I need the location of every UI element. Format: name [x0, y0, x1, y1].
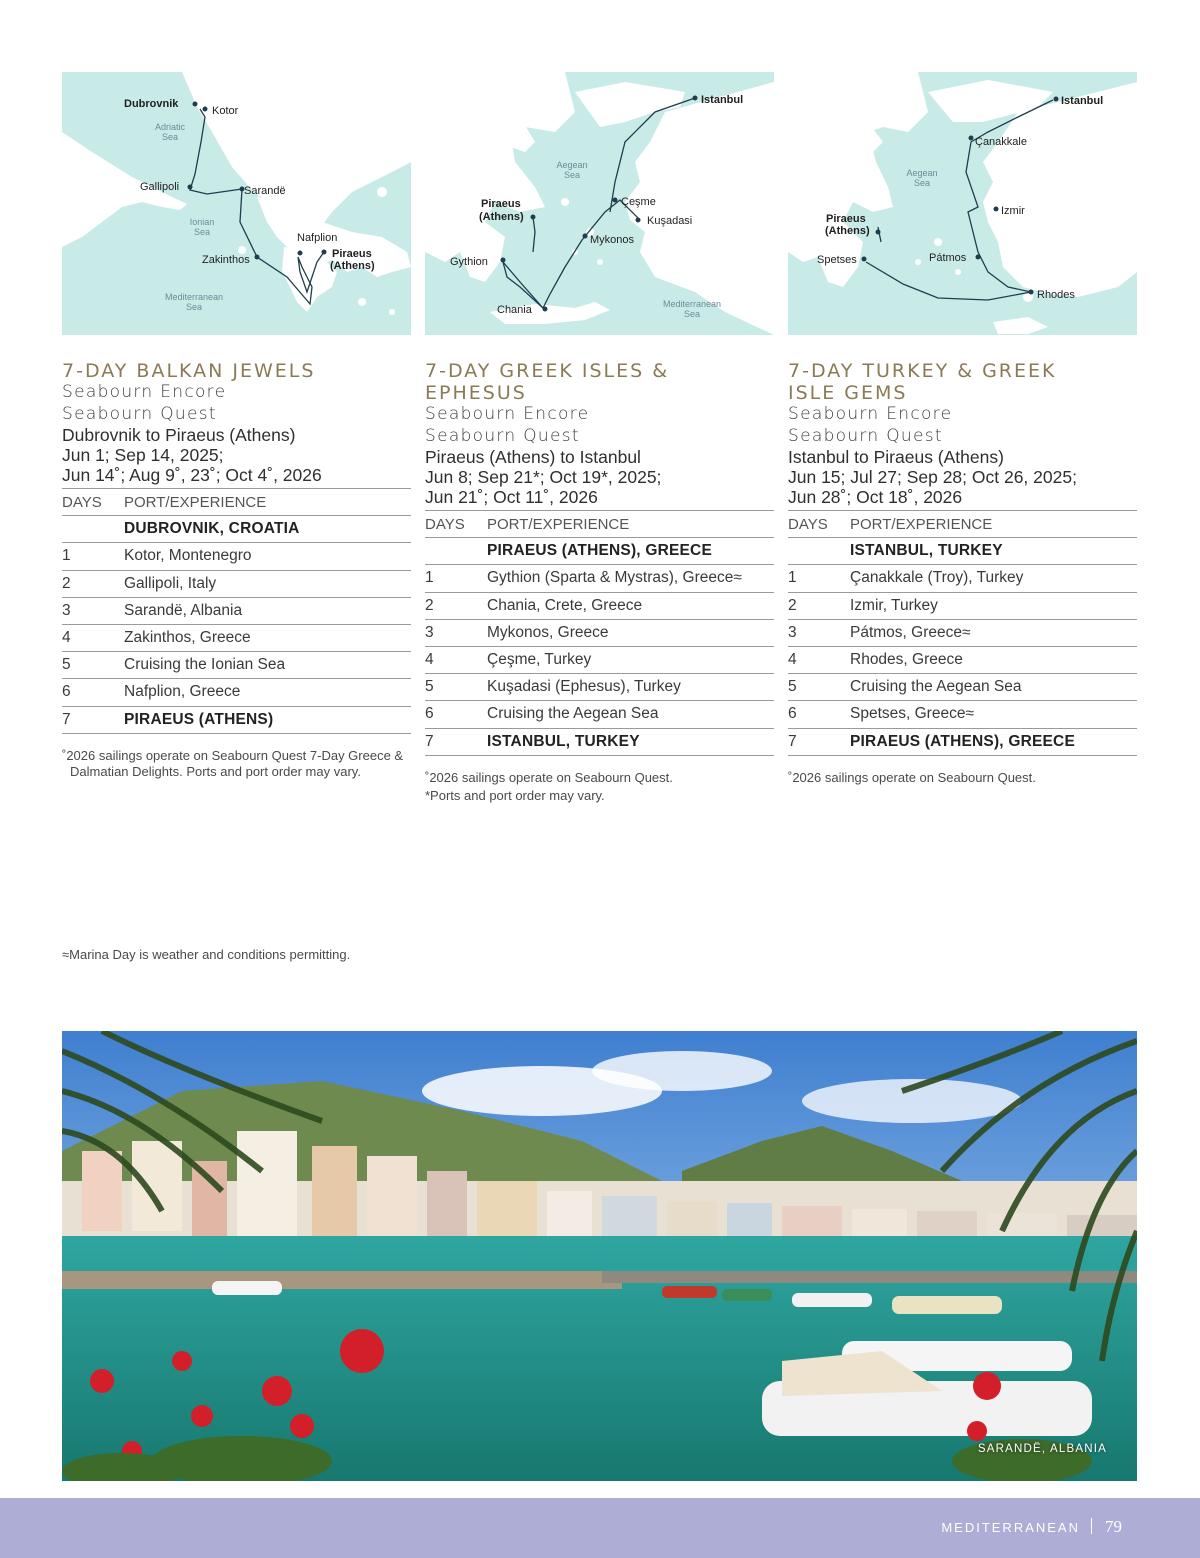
table-row — [62, 570, 411, 597]
table-row — [62, 652, 411, 679]
ship-name: Seabourn Encore — [425, 404, 590, 424]
port-label: Spetses — [817, 254, 857, 266]
day-cell: 5 — [788, 674, 850, 701]
port-cell: Izmir, Turkey — [850, 592, 1137, 619]
port-cell: Zakinthos, Greece — [124, 624, 411, 651]
days-header: DAYS — [425, 511, 487, 538]
table-row — [425, 646, 774, 673]
ship-name: Seabourn Encore — [62, 382, 227, 402]
table-row — [788, 674, 1137, 701]
sea-label: Ionian — [189, 217, 215, 227]
footnote: ˚2026 sailings operate on Seabourn Quest 7-Day Greece & Dalmatian Delights. Ports and port order may vary. — [62, 747, 404, 780]
table-header — [425, 511, 774, 538]
port-cell: Kotor, Montenegro — [124, 543, 411, 570]
table-header — [788, 511, 1137, 538]
port-label: Mykonos — [590, 234, 635, 246]
port-cell: PIRAEUS (ATHENS), GREECE — [487, 538, 774, 565]
port-label: Istanbul — [1061, 95, 1104, 107]
port-header: PORT/EXPERIENCE — [487, 511, 774, 538]
table-row — [425, 728, 774, 755]
port-cell: Nafplion, Greece — [124, 679, 411, 706]
day-cell: 6 — [62, 679, 124, 706]
port-cell: Kuşadasi (Ephesus), Turkey — [487, 674, 774, 701]
port-cell: ISTANBUL, TURKEY — [850, 538, 1137, 565]
port-cell: Pátmos, Greece≈ — [850, 619, 1137, 646]
sea-label: Sea — [913, 178, 931, 188]
sea-label: Aegean — [556, 160, 588, 170]
port-cell: Spetses, Greece≈ — [850, 701, 1137, 728]
sea-label: Sea — [161, 132, 179, 142]
port-label: Sarandë — [244, 185, 286, 197]
port-cell: Cruising the Aegean Sea — [487, 701, 774, 728]
sailing-dates: Jun 8; Sep 21*; Oct 19*, 2025; — [425, 467, 662, 487]
port-label: Kotor — [212, 105, 239, 117]
itinerary-balkan-jewels — [62, 360, 411, 781]
port-label: Gythion — [450, 256, 488, 268]
day-cell: 4 — [62, 624, 124, 651]
sea-label: Mediterranean — [662, 299, 722, 309]
port-label: Çeşme — [621, 196, 656, 208]
port-label: Piraeus — [826, 213, 866, 225]
port-cell: Cruising the Ionian Sea — [124, 652, 411, 679]
port-cell: PIRAEUS (ATHENS), GREECE — [850, 728, 1137, 755]
port-label: (Athens) — [479, 211, 524, 223]
sea-label: Sea — [563, 170, 581, 180]
table-row — [788, 592, 1137, 619]
day-cell: 6 — [425, 701, 487, 728]
day-cell: 3 — [62, 597, 124, 624]
sea-label: Aegean — [906, 168, 938, 178]
port-cell: Sarandë, Albania — [124, 597, 411, 624]
sea-label: Mediterranean — [164, 292, 224, 302]
footnote: *Ports and port order may vary. — [425, 788, 605, 804]
ship-name: Seabourn Quest — [788, 425, 943, 446]
port-label: (Athens) — [825, 225, 870, 237]
table-row — [788, 538, 1137, 565]
table-header — [62, 489, 411, 516]
table-row — [425, 592, 774, 619]
photo-caption: SARANDË, ALBANIA — [977, 1443, 1107, 1455]
day-cell: 4 — [425, 646, 487, 673]
table-row — [62, 679, 411, 706]
section-label: MEDITERRANEAN — [941, 1520, 1080, 1535]
footnote: ˚2026 sailings operate on Seabourn Quest. — [425, 769, 673, 785]
harbor-photo — [62, 1031, 1137, 1481]
sailing-dates: Jun 21˚; Oct 11˚, 2026 — [425, 487, 598, 507]
table-row — [62, 543, 411, 570]
ship-name: Seabourn Encore — [788, 404, 953, 424]
port-cell: PIRAEUS (ATHENS) — [124, 706, 411, 733]
table-row — [788, 728, 1137, 755]
itinerary-title: 7-DAY TURKEY & GREEK — [788, 360, 1057, 382]
port-cell: Cruising the Aegean Sea — [850, 674, 1137, 701]
port-cell: Chania, Crete, Greece — [487, 592, 774, 619]
itinerary-title-line2: ISLE GEMS — [788, 382, 908, 404]
day-cell: 2 — [788, 592, 850, 619]
port-label: Kuşadasi — [647, 215, 693, 227]
port-cell: Rhodes, Greece — [850, 646, 1137, 673]
ship-name: Seabourn Quest — [62, 403, 217, 424]
itinerary-turkey-greek-isle-gems — [788, 360, 1137, 786]
port-header: PORT/EXPERIENCE — [124, 489, 411, 516]
marina-day-note: ≈Marina Day is weather and conditions permitting. — [62, 947, 351, 962]
table-row — [425, 538, 774, 565]
footnote: ˚2026 sailings operate on Seabourn Quest. — [788, 769, 1036, 785]
sea-label: Adriatic — [154, 122, 186, 132]
port-label: Gallipoli — [140, 181, 180, 193]
sea-label: Sea — [185, 302, 203, 312]
table-row — [62, 516, 411, 543]
table-row — [62, 624, 411, 651]
day-cell: 4 — [788, 646, 850, 673]
day-cell: 2 — [62, 570, 124, 597]
table-row — [425, 674, 774, 701]
sailing-dates: Jun 28˚; Oct 18˚, 2026 — [788, 487, 963, 507]
itinerary-title: 7-DAY BALKAN JEWELS — [62, 360, 316, 382]
table-row — [62, 706, 411, 733]
ship-name: Seabourn Quest — [425, 425, 580, 446]
harbor-illustration — [62, 1031, 1137, 1481]
map-greek-isles-ephesus — [425, 72, 774, 335]
port-label: Piraeus — [332, 248, 372, 260]
day-cell — [425, 538, 487, 565]
itinerary-table — [62, 488, 411, 734]
day-cell: 3 — [788, 619, 850, 646]
route-map-3 — [788, 72, 1137, 335]
sea-label: Sea — [193, 227, 211, 237]
route-map-2 — [425, 72, 774, 335]
port-label: Nafplion — [297, 232, 338, 244]
day-cell: 7 — [425, 728, 487, 755]
days-header: DAYS — [788, 511, 850, 538]
port-label: Pátmos — [929, 252, 967, 264]
itinerary-route: Piraeus (Athens) to Istanbul — [425, 447, 641, 467]
port-label: Istanbul — [701, 94, 744, 106]
port-cell: ISTANBUL, TURKEY — [487, 728, 774, 755]
sailing-dates: Jun 1; Sep 14, 2025; — [62, 445, 224, 465]
map-balkan-jewels — [62, 72, 411, 335]
day-cell: 7 — [788, 728, 850, 755]
port-cell: DUBROVNIK, CROATIA — [124, 516, 411, 543]
itinerary-title: 7-DAY GREEK ISLES & EPHESUS — [425, 360, 670, 404]
port-label: Chania — [497, 304, 532, 316]
days-header: DAYS — [62, 489, 124, 516]
port-header: PORT/EXPERIENCE — [850, 511, 1137, 538]
itinerary-table — [425, 510, 774, 756]
day-cell: 6 — [788, 701, 850, 728]
port-label: Dubrovnik — [124, 98, 179, 110]
port-label: Çanakkale — [975, 136, 1027, 148]
sea-label: Sea — [683, 309, 701, 319]
port-cell: Mykonos, Greece — [487, 619, 774, 646]
day-cell: 1 — [788, 565, 850, 592]
route-map-1 — [62, 72, 411, 335]
table-row — [788, 701, 1137, 728]
day-cell — [788, 538, 850, 565]
table-row — [788, 619, 1137, 646]
day-cell: 5 — [425, 674, 487, 701]
port-label: Izmir — [1001, 205, 1025, 217]
page-number: 79 — [1105, 1517, 1122, 1536]
itinerary-route: Istanbul to Piraeus (Athens) — [788, 447, 1004, 467]
table-row — [788, 646, 1137, 673]
day-cell: 7 — [62, 706, 124, 733]
day-cell: 1 — [425, 565, 487, 592]
table-row — [425, 619, 774, 646]
itinerary-route: Dubrovnik to Piraeus (Athens) — [62, 425, 296, 445]
day-cell: 3 — [425, 619, 487, 646]
day-cell: 2 — [425, 592, 487, 619]
itinerary-table — [788, 510, 1137, 756]
port-cell: Gallipoli, Italy — [124, 570, 411, 597]
sailing-dates: Jun 14˚; Aug 9˚, 23˚; Oct 4˚, 2026 — [62, 465, 322, 485]
table-row — [788, 565, 1137, 592]
port-label: (Athens) — [330, 260, 375, 272]
port-cell: Gythion (Sparta & Mystras), Greece≈ — [487, 565, 774, 592]
port-label: Rhodes — [1037, 289, 1075, 301]
day-cell: 1 — [62, 543, 124, 570]
itinerary-greek-isles-ephesus — [425, 360, 774, 805]
table-row — [425, 701, 774, 728]
port-label: Piraeus — [481, 198, 521, 210]
sailing-dates: Jun 15; Jul 27; Sep 28; Oct 26, 2025; — [788, 467, 1077, 487]
map-turkey-greek-isle-gems — [788, 72, 1137, 335]
day-cell — [62, 516, 124, 543]
day-cell: 5 — [62, 652, 124, 679]
table-row — [62, 597, 411, 624]
port-cell: Çeşme, Turkey — [487, 646, 774, 673]
port-label: Zakinthos — [202, 254, 250, 266]
table-row — [425, 565, 774, 592]
port-cell: Çanakkale (Troy), Turkey — [850, 565, 1137, 592]
footer-divider — [1091, 1518, 1093, 1534]
page-footer — [0, 1498, 1200, 1558]
